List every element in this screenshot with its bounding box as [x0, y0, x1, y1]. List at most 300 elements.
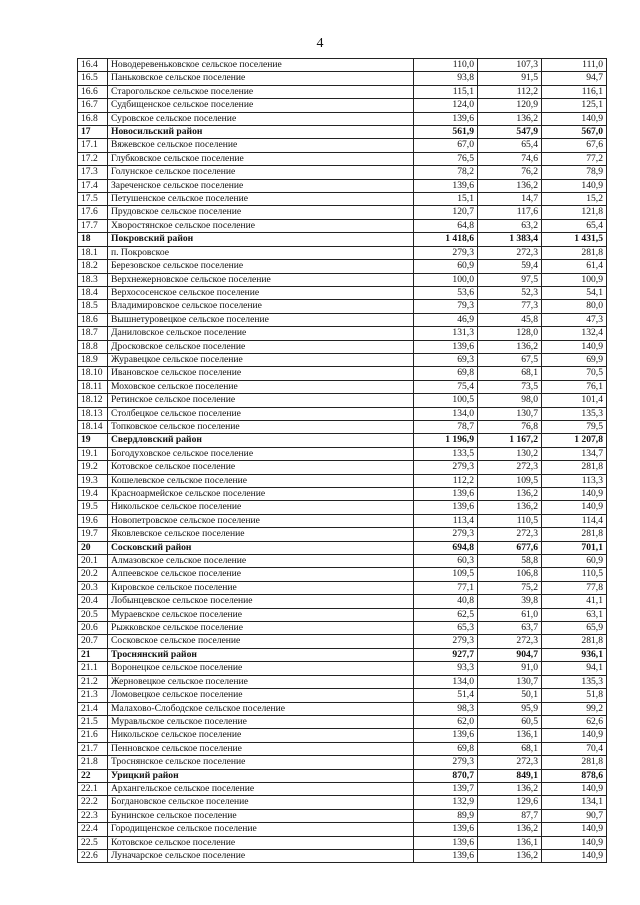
settlement-name: Свердловский район — [108, 434, 414, 447]
value-2: 61,0 — [478, 608, 542, 621]
value-1: 51,4 — [414, 689, 478, 702]
value-3: 110,5 — [542, 568, 607, 581]
value-2: 677,6 — [478, 541, 542, 554]
value-3: 134,1 — [542, 796, 607, 809]
value-3: 135,3 — [542, 407, 607, 420]
settlement-name: Петушенское сельское поселение — [108, 193, 414, 206]
table-row — [78, 622, 607, 635]
value-1: 65,3 — [414, 622, 478, 635]
row-number: 18.1 — [78, 246, 108, 259]
district-row — [78, 648, 607, 661]
value-1: 279,3 — [414, 635, 478, 648]
table-row — [78, 166, 607, 179]
value-2: 109,5 — [478, 474, 542, 487]
value-1: 53,6 — [414, 286, 478, 299]
value-1: 64,8 — [414, 219, 478, 232]
row-number: 16.6 — [78, 85, 108, 98]
row-number: 17.1 — [78, 139, 108, 152]
settlement-name: Владимировское сельское поселение — [108, 300, 414, 313]
page-number: 4 — [316, 36, 324, 51]
row-number: 21.5 — [78, 715, 108, 728]
value-1: 77,1 — [414, 581, 478, 594]
settlement-name: Новодеревеньковское сельское поселение — [108, 59, 414, 72]
value-1: 110,0 — [414, 59, 478, 72]
table-row — [78, 715, 607, 728]
settlement-name: Столбецкое сельское поселение — [108, 407, 414, 420]
table-row — [78, 555, 607, 568]
value-3: 70,5 — [542, 367, 607, 380]
value-3: 140,9 — [542, 836, 607, 849]
value-1: 139,6 — [414, 488, 478, 501]
table-row — [78, 702, 607, 715]
value-1: 120,7 — [414, 206, 478, 219]
row-number: 21.2 — [78, 675, 108, 688]
value-2: 272,3 — [478, 461, 542, 474]
value-2: 136,1 — [478, 836, 542, 849]
value-2: 136,2 — [478, 782, 542, 795]
value-3: 90,7 — [542, 809, 607, 822]
settlement-name: Пенновское сельское поселение — [108, 742, 414, 755]
value-1: 100,0 — [414, 273, 478, 286]
value-1: 279,3 — [414, 528, 478, 541]
value-2: 73,5 — [478, 380, 542, 393]
value-1: 139,6 — [414, 501, 478, 514]
district-row — [78, 769, 607, 782]
value-1: 89,9 — [414, 809, 478, 822]
value-1: 131,3 — [414, 327, 478, 340]
settlement-name: Прудовское сельское поселение — [108, 206, 414, 219]
value-3: 15,2 — [542, 193, 607, 206]
row-number: 22.3 — [78, 809, 108, 822]
row-number: 18 — [78, 233, 108, 246]
settlement-name: Ломовецкое сельское поселение — [108, 689, 414, 702]
row-number: 19.6 — [78, 514, 108, 527]
value-3: 140,9 — [542, 179, 607, 192]
table-row — [78, 246, 607, 259]
settlement-name: Богдановское сельское поселение — [108, 796, 414, 809]
value-2: 136,2 — [478, 849, 542, 862]
value-3: 116,1 — [542, 85, 607, 98]
row-number: 22.5 — [78, 836, 108, 849]
value-3: 140,9 — [542, 340, 607, 353]
value-2: 65,4 — [478, 139, 542, 152]
row-number: 18.11 — [78, 380, 108, 393]
value-1: 79,3 — [414, 300, 478, 313]
row-number: 17.7 — [78, 219, 108, 232]
settlement-name: Вяжевское сельское поселение — [108, 139, 414, 152]
value-3: 78,9 — [542, 166, 607, 179]
district-row — [78, 541, 607, 554]
row-number: 21.8 — [78, 756, 108, 769]
row-number: 21.7 — [78, 742, 108, 755]
row-number: 20.6 — [78, 622, 108, 635]
value-1: 78,7 — [414, 420, 478, 433]
settlement-name: Сосковское сельское поселение — [108, 635, 414, 648]
table-row — [78, 59, 607, 72]
value-2: 130,7 — [478, 407, 542, 420]
row-number: 18.4 — [78, 286, 108, 299]
value-3: 936,1 — [542, 648, 607, 661]
value-3: 1 207,8 — [542, 434, 607, 447]
row-number: 22.6 — [78, 849, 108, 862]
row-number: 19.7 — [78, 528, 108, 541]
value-3: 140,9 — [542, 729, 607, 742]
settlement-name: Луначарское сельское поселение — [108, 849, 414, 862]
row-number: 19.4 — [78, 488, 108, 501]
row-number: 17.5 — [78, 193, 108, 206]
settlement-name: Архангельское сельское поселение — [108, 782, 414, 795]
row-number: 17 — [78, 126, 108, 139]
table-row — [78, 112, 607, 125]
value-1: 67,0 — [414, 139, 478, 152]
value-2: 130,7 — [478, 675, 542, 688]
table-row — [78, 420, 607, 433]
row-number: 16.8 — [78, 112, 108, 125]
value-1: 139,6 — [414, 836, 478, 849]
value-1: 139,6 — [414, 112, 478, 125]
value-3: 281,8 — [542, 246, 607, 259]
value-2: 87,7 — [478, 809, 542, 822]
value-3: 111,0 — [542, 59, 607, 72]
value-3: 701,1 — [542, 541, 607, 554]
settlement-name: Воронецкое сельское поселение — [108, 662, 414, 675]
settlement-name: Кировское сельское поселение — [108, 581, 414, 594]
row-number: 18.12 — [78, 394, 108, 407]
row-number: 18.6 — [78, 313, 108, 326]
settlement-name: Никольское сельское поселение — [108, 501, 414, 514]
value-2: 1 383,4 — [478, 233, 542, 246]
table-row — [78, 595, 607, 608]
value-3: 281,8 — [542, 461, 607, 474]
value-2: 59,4 — [478, 260, 542, 273]
table-row — [78, 380, 607, 393]
table-row — [78, 836, 607, 849]
settlement-name: Мураевское сельское поселение — [108, 608, 414, 621]
value-1: 78,2 — [414, 166, 478, 179]
value-3: 62,6 — [542, 715, 607, 728]
table-row — [78, 139, 607, 152]
value-2: 272,3 — [478, 635, 542, 648]
value-3: 76,1 — [542, 380, 607, 393]
settlement-name: Верхнежерновское сельское поселение — [108, 273, 414, 286]
table-row — [78, 635, 607, 648]
row-number: 22.1 — [78, 782, 108, 795]
settlement-name: Котовское сельское поселение — [108, 461, 414, 474]
value-1: 113,4 — [414, 514, 478, 527]
settlement-name: Котовское сельское поселение — [108, 836, 414, 849]
value-3: 60,9 — [542, 555, 607, 568]
settlement-name: Голунское сельское поселение — [108, 166, 414, 179]
value-1: 139,6 — [414, 849, 478, 862]
value-2: 136,2 — [478, 823, 542, 836]
value-3: 94,1 — [542, 662, 607, 675]
table-row — [78, 849, 607, 862]
table-row — [78, 219, 607, 232]
value-1: 139,7 — [414, 782, 478, 795]
settlement-name: Красноармейское сельское поселение — [108, 488, 414, 501]
value-2: 107,3 — [478, 59, 542, 72]
settlement-name: Троснянский район — [108, 648, 414, 661]
value-3: 140,9 — [542, 823, 607, 836]
value-3: 47,3 — [542, 313, 607, 326]
value-1: 139,6 — [414, 179, 478, 192]
row-number: 20.4 — [78, 595, 108, 608]
budget-table — [77, 58, 607, 863]
settlement-name: Урицкий район — [108, 769, 414, 782]
table-row — [78, 99, 607, 112]
value-2: 112,2 — [478, 85, 542, 98]
value-2: 128,0 — [478, 327, 542, 340]
settlement-name: Жерновецкое сельское поселение — [108, 675, 414, 688]
value-2: 136,2 — [478, 179, 542, 192]
settlement-name: Глубковское сельское поселение — [108, 152, 414, 165]
value-1: 139,6 — [414, 823, 478, 836]
district-row — [78, 233, 607, 246]
settlement-name: Городищенское сельское поселение — [108, 823, 414, 836]
row-number: 21.6 — [78, 729, 108, 742]
table-row — [78, 300, 607, 313]
row-number: 16.4 — [78, 59, 108, 72]
value-2: 68,1 — [478, 367, 542, 380]
value-2: 76,8 — [478, 420, 542, 433]
row-number: 18.9 — [78, 353, 108, 366]
value-2: 60,5 — [478, 715, 542, 728]
value-1: 132,9 — [414, 796, 478, 809]
row-number: 17.4 — [78, 179, 108, 192]
row-number: 16.7 — [78, 99, 108, 112]
row-number: 19.3 — [78, 474, 108, 487]
value-3: 99,2 — [542, 702, 607, 715]
settlement-name: Новопетровское сельское поселение — [108, 514, 414, 527]
value-1: 15,1 — [414, 193, 478, 206]
row-number: 21.1 — [78, 662, 108, 675]
row-number: 19.1 — [78, 447, 108, 460]
value-2: 129,6 — [478, 796, 542, 809]
settlement-name: Хворостянское сельское поселение — [108, 219, 414, 232]
value-1: 1 196,9 — [414, 434, 478, 447]
table-row — [78, 796, 607, 809]
value-2: 97,5 — [478, 273, 542, 286]
table-row — [78, 193, 607, 206]
table-row — [78, 206, 607, 219]
district-row — [78, 126, 607, 139]
value-3: 69,9 — [542, 353, 607, 366]
table-row — [78, 447, 607, 460]
value-3: 63,1 — [542, 608, 607, 621]
value-1: 124,0 — [414, 99, 478, 112]
value-2: 849,1 — [478, 769, 542, 782]
table-row — [78, 72, 607, 85]
table-row — [78, 367, 607, 380]
value-3: 100,9 — [542, 273, 607, 286]
value-1: 139,6 — [414, 729, 478, 742]
table-row — [78, 675, 607, 688]
value-3: 878,6 — [542, 769, 607, 782]
value-3: 51,8 — [542, 689, 607, 702]
row-number: 22.4 — [78, 823, 108, 836]
value-2: 95,9 — [478, 702, 542, 715]
value-2: 136,2 — [478, 340, 542, 353]
settlement-name: Богодуховское сельское поселение — [108, 447, 414, 460]
row-number: 22.2 — [78, 796, 108, 809]
value-1: 927,7 — [414, 648, 478, 661]
value-2: 75,2 — [478, 581, 542, 594]
value-2: 272,3 — [478, 246, 542, 259]
settlement-name: Бунинское сельское поселение — [108, 809, 414, 822]
value-1: 76,5 — [414, 152, 478, 165]
value-1: 75,4 — [414, 380, 478, 393]
row-number: 20 — [78, 541, 108, 554]
value-1: 694,8 — [414, 541, 478, 554]
settlement-name: Верхососенское сельское поселение — [108, 286, 414, 299]
value-3: 80,0 — [542, 300, 607, 313]
value-2: 77,3 — [478, 300, 542, 313]
table-row — [78, 742, 607, 755]
value-1: 93,8 — [414, 72, 478, 85]
value-2: 106,8 — [478, 568, 542, 581]
value-3: 567,0 — [542, 126, 607, 139]
settlement-name: Муравльское сельское поселение — [108, 715, 414, 728]
value-2: 58,8 — [478, 555, 542, 568]
value-3: 134,7 — [542, 447, 607, 460]
value-3: 125,1 — [542, 99, 607, 112]
settlement-name: Ивановское сельское поселение — [108, 367, 414, 380]
value-1: 133,5 — [414, 447, 478, 460]
settlement-name: Паньковское сельское поселение — [108, 72, 414, 85]
table-row — [78, 474, 607, 487]
row-number: 18.5 — [78, 300, 108, 313]
row-number: 20.7 — [78, 635, 108, 648]
table-row — [78, 85, 607, 98]
value-1: 115,1 — [414, 85, 478, 98]
row-number: 18.8 — [78, 340, 108, 353]
value-3: 135,3 — [542, 675, 607, 688]
row-number: 22 — [78, 769, 108, 782]
table-row — [78, 407, 607, 420]
table-row — [78, 782, 607, 795]
value-2: 68,1 — [478, 742, 542, 755]
value-3: 140,9 — [542, 501, 607, 514]
settlement-name: Покровский район — [108, 233, 414, 246]
table-row — [78, 501, 607, 514]
value-3: 65,9 — [542, 622, 607, 635]
value-2: 1 167,2 — [478, 434, 542, 447]
value-1: 279,3 — [414, 461, 478, 474]
row-number: 19.2 — [78, 461, 108, 474]
value-3: 77,2 — [542, 152, 607, 165]
value-1: 134,0 — [414, 675, 478, 688]
value-3: 281,8 — [542, 635, 607, 648]
table-row — [78, 313, 607, 326]
table-row — [78, 340, 607, 353]
row-number: 18.7 — [78, 327, 108, 340]
value-3: 281,8 — [542, 528, 607, 541]
settlement-name: Алмазовское сельское поселение — [108, 555, 414, 568]
row-number: 21.3 — [78, 689, 108, 702]
value-3: 140,9 — [542, 782, 607, 795]
row-number: 18.3 — [78, 273, 108, 286]
table-row — [78, 286, 607, 299]
value-3: 79,5 — [542, 420, 607, 433]
table-row — [78, 581, 607, 594]
settlement-name: Никольское сельское поселение — [108, 729, 414, 742]
row-number: 21 — [78, 648, 108, 661]
value-3: 281,8 — [542, 756, 607, 769]
value-3: 114,4 — [542, 514, 607, 527]
value-2: 136,1 — [478, 729, 542, 742]
row-number: 18.2 — [78, 260, 108, 273]
value-1: 134,0 — [414, 407, 478, 420]
table-row — [78, 327, 607, 340]
table-row — [78, 152, 607, 165]
value-1: 93,3 — [414, 662, 478, 675]
table-row — [78, 179, 607, 192]
row-number: 18.10 — [78, 367, 108, 380]
value-2: 76,2 — [478, 166, 542, 179]
row-number: 20.1 — [78, 555, 108, 568]
value-2: 91,0 — [478, 662, 542, 675]
value-1: 62,5 — [414, 608, 478, 621]
value-3: 132,4 — [542, 327, 607, 340]
value-1: 62,0 — [414, 715, 478, 728]
value-2: 904,7 — [478, 648, 542, 661]
value-2: 136,2 — [478, 488, 542, 501]
value-3: 121,8 — [542, 206, 607, 219]
value-1: 69,3 — [414, 353, 478, 366]
settlement-name: Рыжковское сельское поселение — [108, 622, 414, 635]
table-row — [78, 528, 607, 541]
value-1: 100,5 — [414, 394, 478, 407]
table-row — [78, 461, 607, 474]
settlement-name: Старогольское сельское поселение — [108, 85, 414, 98]
value-2: 63,7 — [478, 622, 542, 635]
settlement-name: Лобынцевское сельское поселение — [108, 595, 414, 608]
table-row — [78, 488, 607, 501]
value-2: 50,1 — [478, 689, 542, 702]
settlement-name: Судбищенское сельское поселение — [108, 99, 414, 112]
settlement-name: п. Покровское — [108, 246, 414, 259]
value-1: 46,9 — [414, 313, 478, 326]
settlement-name: Малахово-Слободское сельское поселение — [108, 702, 414, 715]
table-row — [78, 608, 607, 621]
settlement-name: Кошелевское сельское поселение — [108, 474, 414, 487]
row-number: 18.13 — [78, 407, 108, 420]
value-1: 69,8 — [414, 742, 478, 755]
value-2: 117,6 — [478, 206, 542, 219]
value-1: 109,5 — [414, 568, 478, 581]
row-number: 17.2 — [78, 152, 108, 165]
row-number: 18.14 — [78, 420, 108, 433]
row-number: 17.6 — [78, 206, 108, 219]
settlement-name: Зареченское сельское поселение — [108, 179, 414, 192]
table-body — [78, 59, 607, 863]
settlement-name: Вышнетуровецкое сельское поселение — [108, 313, 414, 326]
settlement-name: Даниловское сельское поселение — [108, 327, 414, 340]
value-3: 101,4 — [542, 394, 607, 407]
value-1: 279,3 — [414, 246, 478, 259]
table-row — [78, 809, 607, 822]
value-1: 279,3 — [414, 756, 478, 769]
settlement-name: Сосковский район — [108, 541, 414, 554]
settlement-name: Ретинское сельское поселение — [108, 394, 414, 407]
settlement-name: Троснянское сельское поселение — [108, 756, 414, 769]
value-1: 1 418,6 — [414, 233, 478, 246]
value-2: 547,9 — [478, 126, 542, 139]
value-2: 74,6 — [478, 152, 542, 165]
table-row — [78, 729, 607, 742]
row-number: 19 — [78, 434, 108, 447]
value-1: 112,2 — [414, 474, 478, 487]
